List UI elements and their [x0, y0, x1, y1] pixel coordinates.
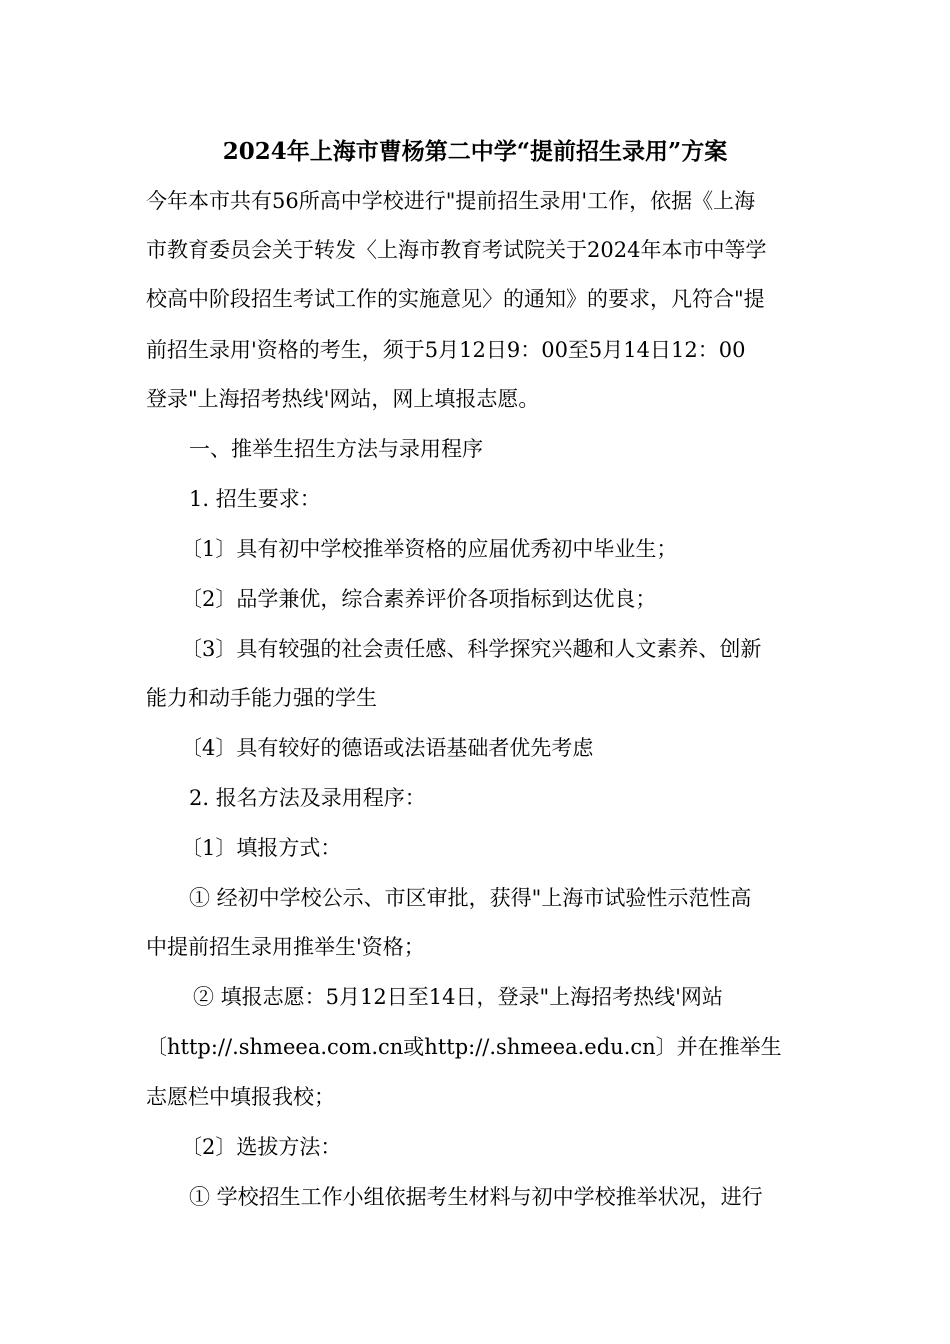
intro-line-1: 今年本市共有56所高中学校进行"提前招生录用'工作，依据《上海	[146, 189, 756, 213]
fill-method-heading: 〔1〕填报方式：	[181, 836, 342, 860]
selection-method-heading: 〔2〕选拔方法：	[181, 1135, 342, 1159]
fill-step-2-line-2: 〔http://.shmeea.com.cn或http://.shmeea.edu.cn〕并在推举生	[146, 1035, 782, 1059]
fill-step-2-line-1: ② 填报志愿：5月12日至14日，登录"上海招考热线'网站	[193, 985, 723, 1009]
item-2-heading: 2. 报名方法及录用程序：	[189, 786, 426, 810]
fill-step-2-line-3: 志愿栏中填报我校；	[146, 1085, 335, 1109]
item-1-heading: 1. 招生要求：	[189, 487, 321, 511]
requirement-2: 〔2〕品学兼优，综合素养评价各项指标到达优良；	[181, 587, 657, 611]
intro-line-5: 登录"上海招考热线'网站，网上填报志愿。	[146, 387, 540, 411]
intro-line-3: 校高中阶段招生考试工作的实施意见〉的通知》的要求，凡符合"提	[146, 287, 765, 311]
requirement-1: 〔1〕具有初中学校推举资格的应届优秀初中毕业生；	[181, 537, 678, 561]
requirement-3-line-2: 能力和动手能力强的学生	[146, 686, 377, 710]
section-1-heading: 一、推举生招生方法与录用程序	[189, 437, 483, 461]
intro-line-2: 市教育委员会关于转发〈上海市教育考试院关于2024年本市中等学	[146, 238, 767, 262]
fill-step-1-line-2: 中提前招生录用推举生'资格；	[146, 935, 425, 959]
requirement-4: 〔4〕具有较好的德语或法语基础者优先考虑	[181, 736, 594, 760]
requirement-3-line-1: 〔3〕具有较强的社会责任感、科学探究兴趣和人文素养、创新	[181, 637, 762, 661]
document-title: 2024年上海市曹杨第二中学“提前招生录用”方案	[222, 138, 728, 165]
selection-step-1-line-1: ① 学校招生工作小组依据考生材料与初中学校推举状况，进行	[189, 1185, 763, 1209]
intro-line-4: 前招生录用'资格的考生，须于5月12日9：00至5月14日12：00	[146, 338, 746, 362]
fill-step-1-line-1: ① 经初中学校公示、市区审批，获得"上海市试验性示范性高	[189, 886, 752, 910]
